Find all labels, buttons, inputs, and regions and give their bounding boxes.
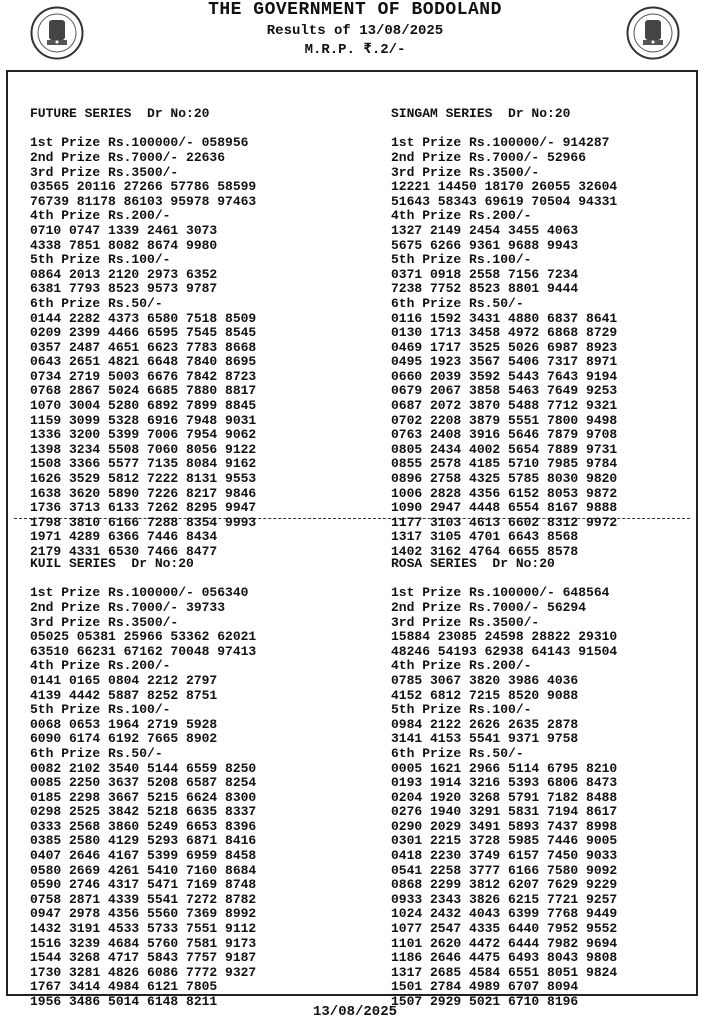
series-heading: ROSA SERIES Dr No:20 — [391, 556, 555, 572]
result-line: 1402 3162 4764 6655 8578 — [391, 544, 579, 559]
result-line: 1767 3414 4984 6121 7805 — [30, 979, 218, 995]
result-line: 4th Prize Rs.200/- — [30, 208, 171, 224]
series-block-kuil — [30, 528, 350, 1010]
result-line: 1971 4289 6366 7446 8434 — [30, 529, 218, 545]
result-line: 0298 2525 3842 5218 6635 8337 — [30, 804, 257, 820]
result-line: 1st Prize Rs.100000/- 648564 — [391, 585, 610, 601]
result-line: 0643 2651 4821 6648 7840 8695 — [30, 354, 257, 370]
result-line: 3rd Prize Rs.3500/- — [30, 164, 179, 180]
result-line: 1327 2149 2454 3455 4063 — [391, 222, 579, 238]
result-line: 0984 2122 2626 2635 2878 — [391, 716, 579, 732]
result-line: 0734 2719 5003 6676 7842 8723 — [30, 368, 257, 384]
result-line: 0702 2208 3879 5551 7800 9498 — [391, 412, 618, 428]
result-line: 0758 2871 4339 5541 7272 8782 — [30, 891, 257, 907]
result-line: 0679 2067 3858 5463 7649 9253 — [391, 383, 618, 399]
result-line: 0333 2568 3860 5249 6653 8396 — [30, 818, 257, 834]
result-line: 1st Prize Rs.100000/- 914287 — [391, 135, 610, 151]
results-date: Results of 13/08/2025 — [266, 23, 444, 39]
result-line: 1336 3200 5399 7006 7954 9062 — [30, 427, 257, 443]
result-line: 0301 2215 3728 5985 7446 9005 — [391, 833, 618, 849]
result-line: 1024 2432 4043 6399 7768 9449 — [391, 906, 618, 922]
result-line: 0141 0165 0804 2212 2797 — [30, 672, 218, 688]
result-line: 0495 1923 3567 5406 7317 8971 — [391, 354, 618, 370]
result-line: 2nd Prize Rs.7000/- 22636 — [30, 149, 226, 165]
result-line: 6th Prize Rs.50/- — [30, 745, 163, 761]
result-line: 0805 2434 4002 5654 7889 9731 — [391, 441, 618, 457]
result-line: 4th Prize Rs.200/- — [30, 658, 171, 674]
result-line: 1317 3105 4701 6643 8568 — [391, 529, 579, 545]
result-line: 1501 2784 4989 6707 8094 — [391, 979, 579, 995]
series-block-rosa — [391, 528, 710, 1010]
result-line: 0710 0747 1339 2461 3073 — [30, 222, 218, 238]
result-line: 1159 3099 5328 6916 7948 9031 — [30, 412, 257, 428]
result-line: 0357 2487 4651 6623 7783 8668 — [30, 339, 257, 355]
result-line: 2nd Prize Rs.7000/- 56294 — [391, 599, 587, 615]
result-line: 6th Prize Rs.50/- — [30, 295, 163, 311]
result-line: 3rd Prize Rs.3500/- — [391, 614, 540, 630]
result-line: 1544 3268 4717 5843 7757 9187 — [30, 950, 257, 966]
result-line: 2179 4331 6530 7466 8477 — [30, 544, 218, 559]
result-line: 76739 81178 86103 95978 97463 — [30, 193, 257, 209]
result-line: 05025 05381 25966 53362 62021 — [30, 629, 257, 645]
series-heading: SINGAM SERIES Dr No:20 — [391, 106, 571, 122]
result-line: 51643 58343 69619 70504 94331 — [391, 193, 618, 209]
result-line: 0290 2029 3491 5893 7437 8998 — [391, 818, 618, 834]
series-block-singam — [391, 78, 710, 560]
result-line: 4th Prize Rs.200/- — [391, 208, 532, 224]
result-line: 1956 3486 5014 6148 8211 — [30, 994, 218, 1009]
result-line: 0276 1940 3291 5831 7194 8617 — [391, 804, 618, 820]
result-line: 0868 2299 3812 6207 7629 9229 — [391, 877, 618, 893]
result-line: 0385 2580 4129 5293 6871 8416 — [30, 833, 257, 849]
result-line: 48246 54193 62938 64143 91504 — [391, 643, 618, 659]
result-line: 1st Prize Rs.100000/- 058956 — [30, 135, 249, 151]
result-line: 2nd Prize Rs.7000/- 39733 — [30, 599, 226, 615]
result-line: 0469 1717 3525 5026 6987 8923 — [391, 339, 618, 355]
result-line: 0005 1621 2966 5114 6795 8210 — [391, 760, 618, 776]
result-line: 5th Prize Rs.100/- — [391, 252, 532, 268]
result-line: 0130 1713 3458 4972 6868 8729 — [391, 325, 618, 341]
result-line: 0785 3067 3820 3986 4036 — [391, 672, 579, 688]
result-line: 6th Prize Rs.50/- — [391, 745, 524, 761]
result-line: 1006 2828 4356 6152 8053 9872 — [391, 485, 618, 501]
result-line: 1626 3529 5812 7222 8131 9553 — [30, 471, 257, 487]
result-line: 1186 2646 4475 6493 8043 9808 — [391, 950, 618, 966]
result-line: 0371 0918 2558 7156 7234 — [391, 266, 579, 282]
result-line: 6th Prize Rs.50/- — [391, 295, 524, 311]
result-line: 1398 3234 5508 7060 8056 9122 — [30, 441, 257, 457]
result-line: 6090 6174 6192 7665 8902 — [30, 731, 218, 747]
result-line: 3rd Prize Rs.3500/- — [30, 614, 179, 630]
result-line: 4152 6812 7215 8520 9088 — [391, 687, 579, 703]
result-line: 0864 2013 2120 2973 6352 — [30, 266, 218, 282]
result-line: 4th Prize Rs.200/- — [391, 658, 532, 674]
result-line: 4139 4442 5887 8252 8751 — [30, 687, 218, 703]
result-line: 0068 0653 1964 2719 5928 — [30, 716, 218, 732]
result-line: 0144 2282 4373 6580 7518 8509 — [30, 310, 257, 326]
result-line: 0580 2669 4261 5410 7160 8684 — [30, 862, 257, 878]
series-heading: KUIL SERIES Dr No:20 — [30, 556, 194, 572]
result-line: 3141 4153 5541 9371 9758 — [391, 731, 579, 747]
result-line: 0768 2867 5024 6685 7880 8817 — [30, 383, 257, 399]
result-line: 3rd Prize Rs.3500/- — [391, 164, 540, 180]
result-line: 1st Prize Rs.100000/- 056340 — [30, 585, 249, 601]
result-line: 0209 2399 4466 6595 7545 8545 — [30, 325, 257, 341]
series-heading: FUTURE SERIES Dr No:20 — [30, 106, 210, 122]
result-line: 5th Prize Rs.100/- — [391, 702, 532, 718]
mrp-label: M.R.P. ₹.2/- — [304, 42, 406, 58]
result-line: 63510 66231 67162 70048 97413 — [30, 643, 257, 659]
result-line: 03565 20116 27266 57786 58599 — [30, 179, 257, 195]
result-line: 0204 1920 3268 5791 7182 8488 — [391, 789, 618, 805]
result-line: 1317 2685 4584 6551 8051 9824 — [391, 964, 618, 980]
result-line: 5675 6266 9361 9688 9943 — [391, 237, 579, 253]
result-line: 0687 2072 3870 5488 7712 9321 — [391, 398, 618, 414]
result-line: 1432 3191 4533 5733 7551 9112 — [30, 921, 257, 937]
result-line: 1736 3713 6133 7262 8295 9947 — [30, 500, 257, 516]
result-line: 0185 2298 3667 5215 6624 8300 — [30, 789, 257, 805]
result-line: 0116 1592 3431 4880 6837 8641 — [391, 310, 618, 326]
result-line: 0193 1914 3216 5393 6806 8473 — [391, 775, 618, 791]
result-line: 15884 23085 24598 28822 29310 — [391, 629, 618, 645]
result-line: 0590 2746 4317 5471 7169 8748 — [30, 877, 257, 893]
result-line: 1070 3004 5280 6892 7899 8845 — [30, 398, 257, 414]
result-line: 1638 3620 5890 7226 8217 9846 — [30, 485, 257, 501]
result-line: 0418 2230 3749 6157 7450 9033 — [391, 848, 618, 864]
result-line: 5th Prize Rs.100/- — [30, 252, 171, 268]
result-line: 5th Prize Rs.100/- — [30, 702, 171, 718]
result-line: 0407 2646 4167 5399 6959 8458 — [30, 848, 257, 864]
result-line: 4338 7851 8082 8674 9980 — [30, 237, 218, 253]
result-line: 12221 14450 18170 26055 32604 — [391, 179, 618, 195]
result-line: 1507 2929 5021 6710 8196 — [391, 994, 579, 1009]
result-line: 1101 2620 4472 6444 7982 9694 — [391, 935, 618, 951]
result-line: 0896 2758 4325 5785 8030 9820 — [391, 471, 618, 487]
result-line: 2nd Prize Rs.7000/- 52966 — [391, 149, 587, 165]
result-line: 6381 7793 8523 9573 9787 — [30, 281, 218, 297]
result-line: 0082 2102 3540 5144 6559 8250 — [30, 760, 257, 776]
result-line: 1508 3366 5577 7135 8084 9162 — [30, 456, 257, 472]
series-block-future — [30, 78, 350, 560]
result-line: 1090 2947 4448 6554 8167 9888 — [391, 500, 618, 516]
result-line: 1077 2547 4335 6440 7952 9552 — [391, 921, 618, 937]
result-line: 0763 2408 3916 5646 7879 9708 — [391, 427, 618, 443]
result-line: 0541 2258 3777 6166 7580 9092 — [391, 862, 618, 878]
result-line: 1177 3103 4613 6602 8312 9972 — [391, 514, 618, 530]
result-line: 0660 2039 3592 5443 7643 9194 — [391, 368, 618, 384]
result-line: 1798 3810 6166 7288 8354 9993 — [30, 514, 257, 530]
result-line: 0855 2578 4185 5710 7985 9784 — [391, 456, 618, 472]
result-line: 0947 2978 4356 5560 7369 8992 — [30, 906, 257, 922]
result-line: 1516 3239 4684 5760 7581 9173 — [30, 935, 257, 951]
footer-date: 13/08/2025 — [312, 1004, 397, 1020]
result-line: 0933 2343 3826 6215 7721 9257 — [391, 891, 618, 907]
result-line: 7238 7752 8523 8801 9444 — [391, 281, 579, 297]
result-line: 0085 2250 3637 5208 6587 8254 — [30, 775, 257, 791]
page-title: THE GOVERNMENT OF BODOLAND — [208, 0, 502, 20]
result-line: 1730 3281 4826 6086 7772 9327 — [30, 964, 257, 980]
